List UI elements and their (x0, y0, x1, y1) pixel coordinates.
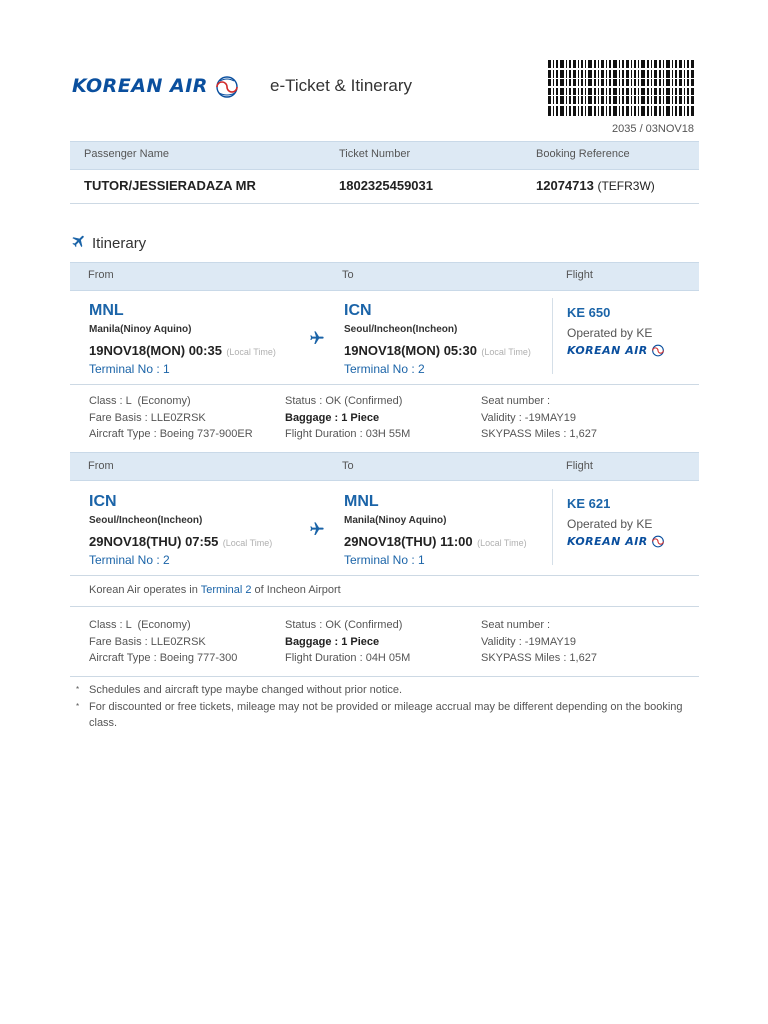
bullet-icon: * (76, 701, 80, 711)
taegeuk-icon (650, 343, 666, 357)
notes-list (76, 682, 698, 732)
segment-2-from-code: ICN (89, 493, 117, 510)
segment-1-details-col2 (285, 393, 410, 443)
terminal-note-pre: Korean Air operates in (89, 584, 201, 596)
segment-2-seat: Seat number : (481, 619, 551, 631)
itinerary-title: Itinerary (92, 235, 147, 252)
segment-2-details-col2 (285, 617, 410, 667)
terminal-2-link[interactable]: Terminal 2 (200, 584, 252, 596)
taegeuk-icon (650, 534, 666, 548)
segment-1-validity: Validity : -19MAY19 (481, 411, 576, 424)
col-flight: Flight (566, 460, 593, 472)
passenger-name: TUTOR/JESSIERADAZA MR (84, 178, 256, 193)
segment-2-from-city: Seoul/Incheon(Incheon) (89, 515, 203, 526)
flight-column-divider (552, 489, 553, 565)
segment-1-carrier-logo (567, 343, 666, 357)
segment-2-to-city: Manila(Ninoy Aquino) (344, 515, 447, 526)
segment-2-status: Status : OK (Confirmed) (285, 619, 403, 631)
note-item (76, 699, 698, 732)
segment-2-fare-basis: Fare Basis : LLE0ZRSK (89, 635, 206, 648)
segment-2-departure-time: 29NOV18(THU) 07:55 (89, 534, 219, 549)
segment-1-details-col1 (89, 393, 253, 443)
divider (70, 575, 699, 576)
carrier-logo-text: KOREAN AIR (567, 534, 648, 548)
segment-1-aircraft: Aircraft Type : Boeing 737-900ER (89, 428, 253, 440)
col-booking-reference: Booking Reference (536, 148, 630, 160)
segment-1-to-city: Seoul/Incheon(Incheon) (344, 324, 458, 335)
note-text: For discounted or free tickets, mileage may not be provided or mileage accrual may be different depending on the booking class. (89, 700, 683, 729)
segment-2-arrival-time: 29NOV18(THU) 11:00 (344, 534, 473, 549)
barcode (546, 60, 696, 116)
segment-1-flight-number: KE 650 (567, 305, 611, 320)
divider (70, 203, 699, 204)
segment-1-duration: Flight Duration : 03H 55M (285, 428, 411, 440)
segment-2-header (70, 452, 699, 481)
terminal-note (89, 584, 341, 596)
col-to: To (342, 460, 354, 472)
segment-1-details-col3 (481, 393, 597, 443)
local-time-label: (Local Time) (222, 538, 273, 548)
segment-2-duration: Flight Duration : 04H 05M (285, 652, 411, 664)
airline-logo-text: KOREAN AIR (72, 75, 208, 97)
bullet-icon: * (76, 685, 80, 694)
segment-1-seat: Seat number : (481, 395, 551, 407)
carrier-logo-text: KOREAN AIR (567, 343, 648, 357)
segment-1-baggage: Baggage : 1 Piece (285, 411, 380, 424)
segment-2-details-col1 (89, 617, 237, 667)
page-title: e-Ticket & Itinerary (270, 76, 413, 95)
segment-1-fare-basis: Fare Basis : LLE0ZRSK (89, 411, 206, 424)
segment-1-to-terminal: Terminal No : 2 (344, 362, 425, 376)
segment-1-miles: SKYPASS Miles : 1,627 (481, 428, 597, 440)
segment-1-status: Status : OK (Confirmed) (285, 395, 403, 407)
booking-ref-code: (TEFR3W) (597, 179, 655, 193)
segment-1-class: Class : L (Economy) (89, 395, 191, 407)
terminal-note-post: of Incheon Airport (251, 584, 341, 596)
divider (70, 606, 699, 607)
divider (70, 384, 699, 385)
plane-arrow-icon (309, 521, 325, 537)
col-flight: Flight (566, 269, 593, 281)
col-ticket-number: Ticket Number (339, 148, 411, 160)
segment-2-class: Class : L (Economy) (89, 619, 191, 631)
segment-2-baggage: Baggage : 1 Piece (285, 635, 380, 648)
col-passenger-name: Passenger Name (84, 148, 169, 160)
segment-2-miles: SKYPASS Miles : 1,627 (481, 652, 597, 664)
airplane-icon (70, 233, 88, 249)
taegeuk-icon (212, 73, 242, 99)
segment-2-to-code: MNL (344, 493, 379, 510)
segment-2-to-terminal: Terminal No : 1 (344, 553, 425, 567)
booking-ref-number: 12074713 (536, 178, 594, 193)
plane-arrow-icon (309, 330, 325, 346)
segment-1-from-code: MNL (89, 302, 124, 319)
divider (70, 676, 699, 677)
segment-1-header (70, 262, 699, 291)
flight-column-divider (552, 298, 553, 374)
airline-logo (72, 72, 242, 100)
segment-2-details-col3 (481, 617, 597, 667)
segment-1-departure-time: 19NOV18(MON) 00:35 (89, 343, 222, 358)
col-from: From (88, 460, 114, 472)
segment-2-from-datetime (89, 533, 272, 551)
col-to: To (342, 269, 354, 281)
local-time-label: (Local Time) (481, 347, 531, 357)
segment-1-to-code: ICN (344, 302, 372, 319)
segment-2-validity: Validity : -19MAY19 (481, 635, 576, 648)
segment-2-flight-number: KE 621 (567, 496, 611, 511)
segment-1-from-terminal: Terminal No : 1 (89, 362, 170, 376)
col-from: From (88, 269, 114, 281)
local-time-label: (Local Time) (477, 538, 527, 548)
segment-2-to-datetime (344, 533, 527, 551)
segment-1-from-datetime (89, 342, 276, 360)
segment-2-aircraft: Aircraft Type : Boeing 777-300 (89, 652, 238, 664)
segment-2-carrier-logo (567, 534, 666, 548)
segment-1-arrival-time: 19NOV18(MON) 05:30 (344, 343, 477, 358)
note-text: Schedules and aircraft type maybe changed without prior notice. (89, 684, 403, 696)
booking-reference (536, 178, 655, 193)
segment-1-to-datetime (344, 342, 531, 360)
segment-1-from-city: Manila(Ninoy Aquino) (89, 324, 192, 335)
local-time-label: (Local Time) (226, 347, 276, 357)
note-item (76, 682, 698, 699)
segment-2-from-terminal: Terminal No : 2 (89, 553, 170, 567)
print-stamp: 2035 / 03NOV18 (612, 123, 694, 135)
ticket-number: 1802325459031 (339, 178, 433, 193)
segment-1-operated-by: Operated by KE (567, 326, 653, 340)
segment-2-operated-by: Operated by KE (567, 517, 653, 531)
